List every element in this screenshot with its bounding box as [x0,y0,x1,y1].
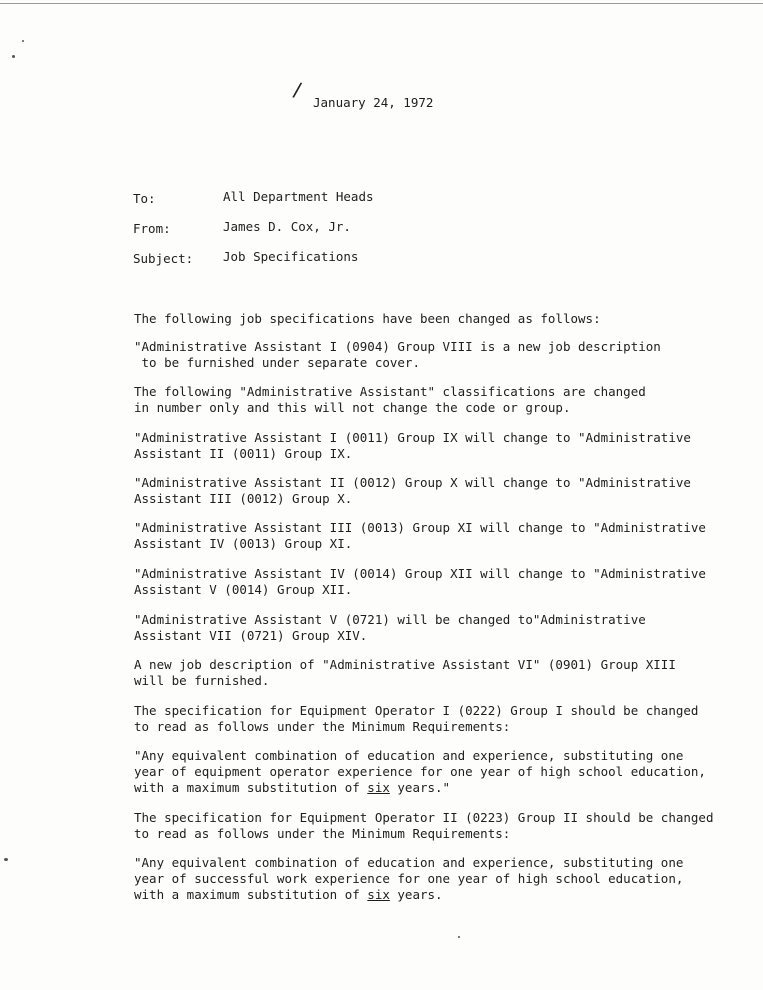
to-label: To: [133,191,156,206]
paragraph-aa-v-0721: "Administrative Assistant V (0721) will be changed to"Administrative Assistant VII (0721) Group XIV. [134,612,646,643]
from-value: James D. Cox, Jr. [223,219,351,234]
paragraph-aa-iv-0014: "Administrative Assistant IV (0014) Group XII will change to "Administrative Assistant V (0014) Group XII. [134,566,706,597]
quote-equipment-operator-i [134,748,734,796]
paragraph-aa-vi-0901: A new job description of "Administrative Assistant VI" (0901) Group XIII will be furnished. [134,657,676,688]
handwritten-check-mark: / [291,77,304,104]
paragraph-aa-iii-0013: "Administrative Assistant III (0013) Group XI will change to "Administrative Assistant IV (0013) Group XI. [134,520,706,551]
memo-date: January 24, 1972 [313,95,434,110]
to-value: All Department Heads [223,189,374,204]
emphasis-six: six [367,887,390,902]
intro-paragraph: The following job specifications have been changed as follows: [134,311,601,326]
quote-equipment-operator-ii [134,855,734,903]
scan-speck [4,858,8,861]
from-label: From: [133,221,171,236]
scan-speck [22,40,24,42]
paragraph-aa-i-0011: "Administrative Assistant I (0011) Group IX will change to "Administrative Assistant II (0011) Group IX. [134,430,691,461]
subject-label: Subject: [133,251,194,266]
paragraph-equipment-operator-ii: The specification for Equipment Operator II (0223) Group II should be changed to read as follows under the Minimum Requirements: [134,810,714,841]
quote-tail: years." [389,780,451,795]
quote-text: "Any equivalent combination of education and experience, substituting one year of successful work experience for one year of high school education, with a maximum substitution of [134,855,684,902]
scan-speck [12,55,15,58]
emphasis-six: six [367,780,390,795]
paragraph-classification-note: The following "Administrative Assistant" classifications are changed in number only and this will not change the code or group. [134,384,646,415]
subject-value: Job Specifications [223,249,359,264]
paragraph-equipment-operator-i: The specification for Equipment Operator I (0222) Group I should be changed to read as follows under the Minimum Requirements: [134,703,699,734]
scan-speck [458,936,460,938]
quote-tail: years. [389,887,443,902]
top-scan-edge [0,3,763,4]
paragraph-aa-i-0904: "Administrative Assistant I (0904) Group VIII is a new job description to be furnished under separate cover. [134,339,661,370]
paragraph-aa-ii-0012: "Administrative Assistant II (0012) Group X will change to "Administrative Assistant III (0012) Group X. [134,475,691,506]
quote-text: "Any equivalent combination of education and experience, substituting one year of equipment operator experience for one year of high school education, with a maximum substitution of [134,748,706,795]
